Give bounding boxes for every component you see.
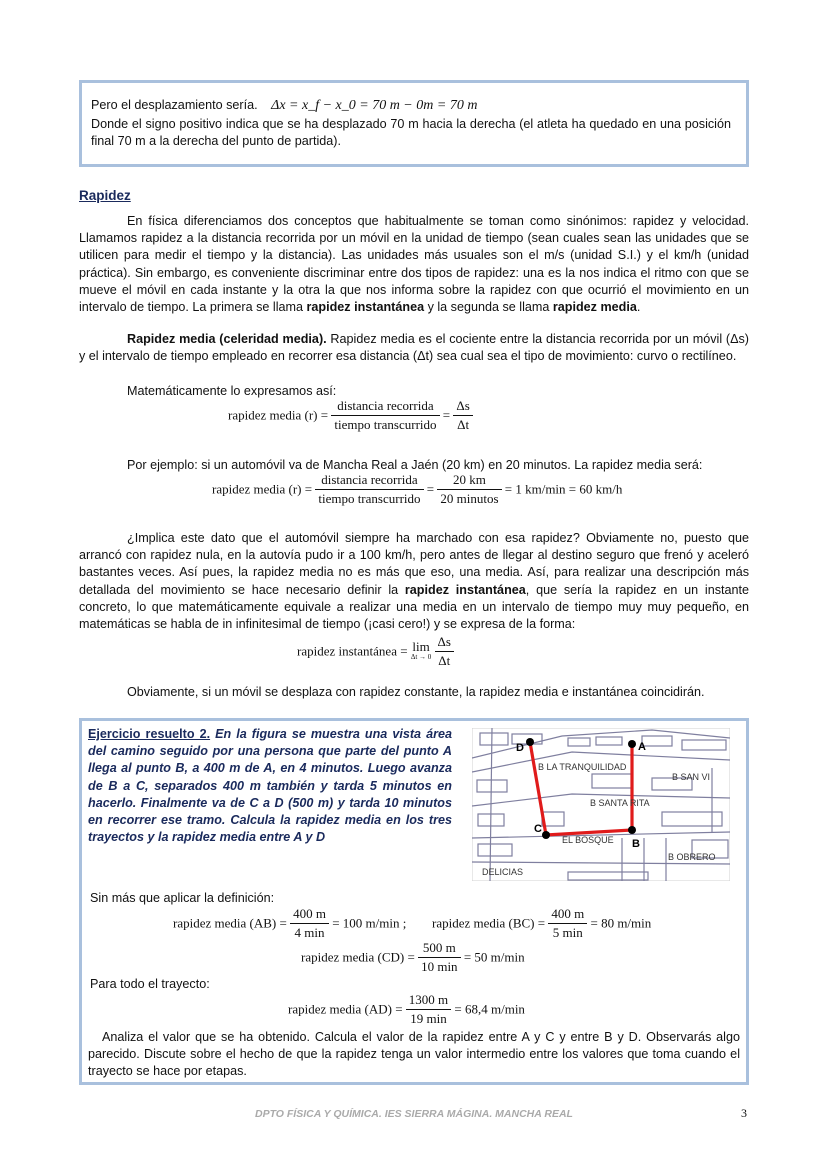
- exercise-total-label: Para todo el trayecto:: [90, 977, 210, 991]
- paragraph-constante: Obviamente, si un móvil se desplaza con rapidez constante, la rapidez media e instantánea coincidirán.: [127, 685, 705, 699]
- footer-text: DPTO FÍSICA Y QUÍMICA. IES SIERRA MÁGINA. MANCHA REAL: [255, 1108, 573, 1120]
- box1-line1-text: Pero el desplazamiento sería.: [91, 98, 258, 112]
- page-number: 3: [741, 1106, 747, 1120]
- map-street-el-bosque: EL BOSQUE: [562, 835, 614, 845]
- displacement-box: [79, 80, 749, 167]
- map-street-san-vi: B SAN VI: [672, 772, 711, 782]
- box1-line2: Donde el signo positivo indica que se ha desplazado 70 m hacia la derecha (el atleta ha quedado en una posición final 70 m a la derecha del punto de partida).: [91, 117, 731, 149]
- map-street-santa-rita: B SANTA RITA: [590, 798, 650, 808]
- equation-ad: rapidez media (AD) = $\frac{1300 m}{19 \min}$ = 68,4 m/min: [288, 992, 525, 1026]
- map-point-d: D: [516, 742, 524, 754]
- equation-ejemplo: rapidez media (r) = $\frac{\text{distancia recorrida}}{\text{tiempo transcurrido}}$ = $\frac{20 km}{\text{20 minutos}}$ = 1 km/min = 60 km/h: [212, 472, 623, 506]
- map-street-obrero: B OBRERO: [668, 852, 716, 862]
- paragraph-matematicamente: Matemáticamente lo expresamos así:: [127, 384, 337, 398]
- paragraph-ejemplo: Por ejemplo: si un automóvil va de Mancha Real a Jaén (20 km) en 20 minutos. La rapidez media será:: [127, 458, 703, 472]
- equation-ab: rapidez media (AB) = $\frac{400 m}{4 \min}$ = 100 m/min ;: [173, 906, 407, 940]
- map-point-a: A: [638, 741, 646, 753]
- map-point-b: B: [632, 838, 640, 850]
- exercise-statement: Ejercicio resuelto 2. En la figura se muestra una vista área del camino seguido por una persona que parte del punto A llega al punto B, a 400 m de A, en 4 minutos. Luego avanza de B a C, separados 400 m también y tarda 5 minutos en hacerlo. Finalmente va de C a D (500 m) y tarda 10 minutos en recorrer ese tramo. Calcula la rapidez media en los tres trayectos y la rapidez media entre A y D: [88, 727, 452, 845]
- map-figure: [472, 728, 730, 881]
- paragraph-rapidez-media: Rapidez media (celeridad media). Rapidez media es el cociente entre la distancia recorrida por un móvil (Δs) y el intervalo de tiempo empleado en recorrer esa distancia (Δt) sea cual sea el tipo de movimiento: curvo o rectilíneo.: [79, 332, 749, 364]
- equation-instantanea: rapidez instantánea = lim Δt → 0 $\frac{\Delta s}{\Delta t}$: [297, 634, 454, 669]
- map-point-c: C: [534, 823, 542, 835]
- exercise-closing: Analiza el valor que se ha obtenido. Calcula el valor de la rapidez entre A y C y entre B y D. Observarás algo parecido. Discute sobre el hecho de que la rapidez tenga un valor intermedio entre los valores que toma cuando el trayecto se hace por etapas.: [88, 1030, 740, 1079]
- paragraph-instantanea: ¿Implica este dato que el automóvil siempre ha marchado con esa rapidez? Obviamente no, puesto que arrancó con rapidez nula, en la autovía pudo ir a 100 km/h, pero antes de llegar al destino seguro que frenó y aceleró bastantes veces. Así pues, la rapidez media no es más que eso, una media. Así, para realizar una descripción más detallada del movimiento se hace necesario definir la rapidez instantánea, que sería la rapidez en un instante concreto, lo que matemáticamente equivale a realizar una media en un intervalo de tiempo muy muy pequeño, en matemáticas se habla de in infinitesimal de tiempo (¡casi cero!) y se expresa de la forma:: [79, 531, 750, 632]
- section-heading: Rapidez: [79, 188, 131, 203]
- exercise-intro: Sin más que aplicar la definición:: [90, 891, 275, 905]
- equation-cd: rapidez media (CD) = $\frac{500 m}{10 \min}$ = 50 m/min: [301, 940, 525, 974]
- paragraph-rapidez: En física diferenciamos dos conceptos que habitualmente se toman como sinónimos: rapidez y velocidad. Llamamos rapidez a la distancia recorrida por un móvil en la unidad de tiempo (sean cuales sean las unidades que se utilicen para medir el tiempo y la distancia). Las unidades más usuales son el m/s (unidad S.I.) y el km/h (unidad práctica). Sin embargo, es conveniente discriminar entre dos tipos de rapidez: una es la nos indica el ritmo con que se mueve el móvil en cada instante y la otra la que nos informa sobre la rapidez con que ocurrió el movimiento en un intervalo de tiempo. La primera se llama rapidez instantánea y la segunda se llama rapidez media.: [79, 214, 749, 315]
- map-street-delicias: DELICIAS: [482, 867, 524, 877]
- box1-equation: Δx = x_f − x_0 = 70 m − 0m = 70 m: [271, 98, 478, 113]
- equation-rapidez-media: rapidez media (r) = $\frac{\text{distancia recorrida}}{\text{tiempo transcurrido}}$ = $\frac{\Delta s}{\Delta t}$: [228, 398, 473, 433]
- map-street-tranquilidad: B LA TRANQUILIDAD: [538, 762, 627, 772]
- equation-bc: rapidez media (BC) = $\frac{400 m}{5 \min}$ = 80 m/min: [432, 906, 652, 940]
